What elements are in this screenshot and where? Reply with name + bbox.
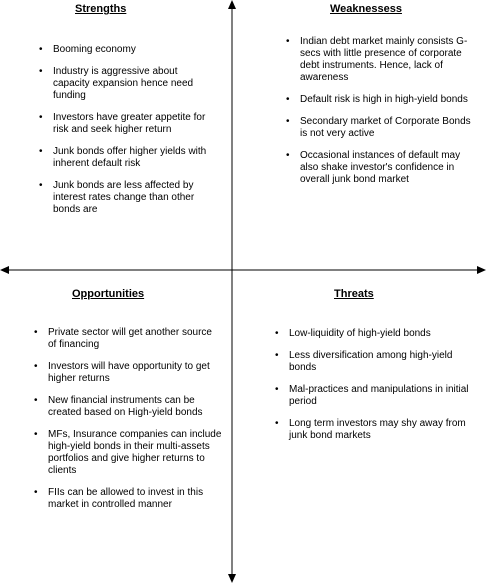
- threats-list: [275, 328, 471, 452]
- opportunities-item: • Investors will have opportunity to get higher returns: [34, 361, 222, 385]
- opportunities-item: • MFs, Insurance companies can include high-yield bonds in their multi-assets portfolios and give higher returns to clients: [34, 429, 222, 477]
- opportunities-heading: Opportunities: [72, 288, 145, 300]
- arrow-down-icon: [228, 574, 236, 583]
- strengths-item: • Booming economy: [39, 44, 215, 56]
- weaknesses-list: [286, 36, 474, 196]
- weaknesses-item: • Occasional instances of default may also shake investor's confidence in overall junk bond market: [286, 150, 474, 186]
- strengths-item: • Junk bonds are less affected by interest rates change than other bonds are: [39, 180, 215, 216]
- strengths-item: • Industry is aggressive about capacity expansion hence need funding: [39, 66, 215, 102]
- opportunities-item: • Private sector will get another source of financing: [34, 327, 222, 351]
- weaknesses-item: • Secondary market of Corporate Bonds is not very active: [286, 116, 474, 140]
- strengths-list: [39, 44, 215, 226]
- threats-item: • Mal-practices and manipulations in initial period: [275, 384, 471, 408]
- strengths-item: • Investors have greater appetite for risk and seek higher return: [39, 112, 215, 136]
- threats-item: • Long term investors may shy away from junk bond markets: [275, 418, 471, 442]
- weaknesses-item: • Indian debt market mainly consists G-secs with little presence of corporate debt instruments. Hence, lack of awareness: [286, 36, 474, 84]
- weaknesses-item: • Default risk is high in high-yield bonds: [286, 94, 474, 106]
- strengths-heading: Strengths: [75, 3, 127, 15]
- opportunities-item: • New financial instruments can be created based on High-yield bonds: [34, 395, 222, 419]
- strengths-item: • Junk bonds offer higher yields with inherent default risk: [39, 146, 215, 170]
- threats-heading: Threats: [334, 288, 374, 300]
- threats-item: • Low-liquidity of high-yield bonds: [275, 328, 471, 340]
- weaknesses-heading: Weaknessess: [330, 3, 402, 15]
- opportunities-list: [34, 327, 222, 521]
- arrow-left-icon: [0, 266, 9, 274]
- threats-item: • Less diversification among high-yield bonds: [275, 350, 471, 374]
- opportunities-item: • FIIs can be allowed to invest in this market in controlled manner: [34, 487, 222, 511]
- arrow-up-icon: [228, 0, 236, 9]
- arrow-right-icon: [477, 266, 486, 274]
